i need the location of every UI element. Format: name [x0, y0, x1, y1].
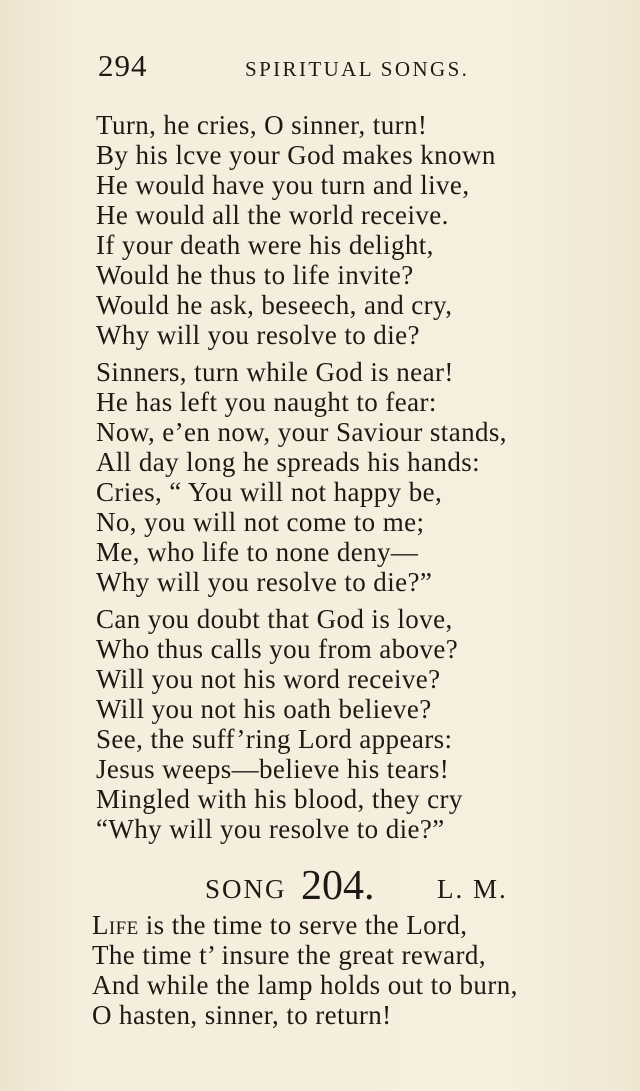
verse-line: All day long he spreads his hands: — [96, 447, 481, 477]
verse-line: Mingled with his blood, they cry — [96, 784, 463, 814]
song-label: SONG — [205, 874, 287, 904]
verse-line: Me, who life to none deny— — [96, 537, 419, 567]
verse-line: Would he thus to life invite? — [96, 260, 414, 290]
stanza-3 — [96, 604, 616, 844]
verse-line: Turn, he cries, O sinner, turn! — [96, 110, 428, 140]
initial-letter: L — [92, 910, 109, 940]
verse-line: By his lcve your God makes known — [96, 140, 496, 170]
verse-line: Will you not his word receive? — [96, 664, 441, 694]
verse-line: He has left you naught to fear: — [96, 387, 437, 417]
song-204-text — [92, 910, 632, 1030]
verse-line: Now, e’en now, your Saviour stands, — [96, 417, 507, 447]
verse-line: Why will you resolve to die? — [96, 320, 420, 350]
verse-line: Sinners, turn while God is near! — [96, 357, 454, 387]
verse-line — [92, 910, 632, 940]
verse-line: Why will you resolve to die?” — [96, 567, 433, 597]
first-line-rest: is the time to serve the Lord, — [138, 910, 468, 940]
verse-line: Can you doubt that God is love, — [96, 604, 453, 634]
song-meter: L. M. — [437, 874, 508, 904]
verse-line: He would have you turn and live, — [96, 170, 470, 200]
verse-line: The time t’ insure the great reward, — [92, 940, 486, 970]
verse-line: Who thus calls you from above? — [96, 634, 459, 664]
verse-line: Jesus weeps—believe his tears! — [96, 754, 450, 784]
song-heading — [205, 862, 535, 912]
initial-word-rest: ife — [108, 910, 139, 940]
page-header — [98, 48, 518, 84]
verse-line: See, the suff’ring Lord appears: — [96, 724, 453, 754]
stanza-2 — [96, 357, 616, 597]
page-number: 294 — [98, 48, 148, 83]
verse-line: Would he ask, beseech, and cry, — [96, 290, 453, 320]
verse-line: If your death were his delight, — [96, 230, 434, 260]
verse-line: Cries, “ You will not happy be, — [96, 477, 443, 507]
stanza-1 — [96, 110, 616, 350]
verse-line: O hasten, sinner, to return! — [92, 1000, 392, 1030]
verse-line: He would all the world receive. — [96, 200, 449, 230]
verse-line: Will you not his oath believe? — [96, 694, 432, 724]
verse-line: No, you will not come to me; — [96, 507, 425, 537]
verse-line: “Why will you resolve to die?” — [96, 814, 445, 844]
running-title: SPIRITUAL SONGS. — [245, 57, 470, 81]
verse-line: And while the lamp holds out to burn, — [92, 970, 518, 1000]
song-number: 204. — [301, 863, 375, 909]
